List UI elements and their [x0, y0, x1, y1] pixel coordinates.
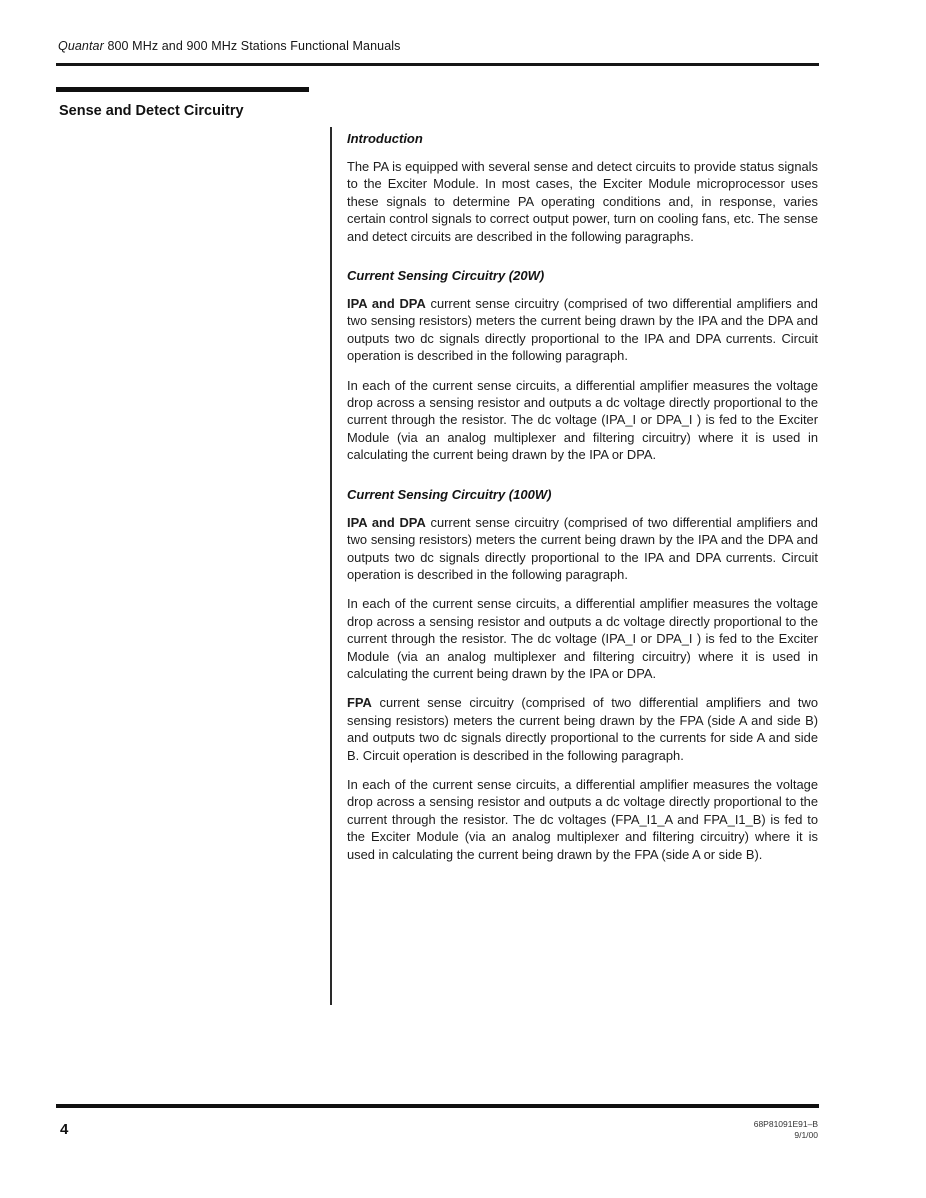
paragraph: [347, 514, 818, 584]
subsection-heading: Current Sensing Circuitry (100W): [347, 486, 552, 502]
paragraph: [347, 295, 818, 365]
manual-name-italic: Quantar: [58, 39, 104, 53]
paragraph-text: In each of the current sense circuits, a differential amplifier measures the voltage drop across a sensing resistor and outputs a dc voltage directly proportional to the current through the resistor. The dc voltage (IPA_I or DPA_I ) is fed to the Exciter Module (via an analog multiplexer and filtering circuitry) where it is used in calculating the current being drawn by the IPA or DPA.: [347, 596, 818, 681]
content-section-current-sensing-20w: [347, 268, 818, 464]
subsection-heading: Current Sensing Circuitry (20W): [347, 268, 545, 284]
section-title-bar: [56, 87, 309, 92]
header-rule: [56, 63, 819, 66]
running-header: [58, 39, 401, 53]
footer-part-number: 68P81091E91–B: [753, 1119, 818, 1129]
subsection-heading: Introduction: [347, 131, 423, 146]
paragraph: [347, 377, 818, 464]
paragraph-lead: FPA: [347, 695, 372, 711]
paragraph: [347, 158, 818, 245]
page-number: 4: [60, 1121, 69, 1138]
manual-name-rest: 800 MHz and 900 MHz Stations Functional Manuals: [103, 39, 401, 53]
paragraph-lead: IPA and DPA: [347, 296, 426, 312]
content-section-current-sensing-100w: [347, 487, 818, 863]
paragraph-text: current sense circuitry (comprised of two differential amplifiers and two sensing resistors) meters the current being drawn by the IPA and the DPA and outputs two dc signals directly proportional to the IPA and DPA currents. Circuit operation is described in the following paragraph.: [347, 296, 818, 364]
footer-rule: [56, 1104, 819, 1108]
paragraph-lead: IPA and DPA: [347, 514, 426, 530]
paragraph-text: The PA is equipped with several sense and detect circuits to provide status signals to the Exciter Module. In most cases, the Exciter Module microprocessor uses these signals to determine PA operating conditions and, in response, varies certain control signals to correct output power, turn on cooling fans, etc. The sense and detect circuits are described in the following paragraphs.: [347, 159, 818, 244]
footer-date: 9/1/00: [794, 1130, 818, 1140]
paragraph: [347, 694, 818, 764]
paragraph-text: In each of the current sense circuits, a differential amplifier measures the voltage drop across a sensing resistor and outputs a dc voltage directly proportional to the current through the resistor. The dc voltage (IPA_I or DPA_I ) is fed to the Exciter Module (via an analog multiplexer and filtering circuitry) where it is used in calculating the current being drawn by the IPA or DPA.: [347, 377, 818, 463]
paragraph: [347, 595, 818, 682]
content-section-introduction: [347, 131, 818, 245]
paragraph-text: current sense circuitry (comprised of two differential amplifiers and two sensing resistors) meters the current being drawn by the FPA (side A and side B) and outputs two dc signals directly proportional to the currents for side A and side B. Circuit operation is described in the following paragraph.: [347, 695, 818, 763]
footer-meta: [708, 1119, 818, 1141]
content-column: [330, 127, 818, 1005]
section-title: Sense and Detect Circuitry: [59, 103, 244, 119]
paragraph: [347, 776, 818, 863]
paragraph-text: In each of the current sense circuits, a differential amplifier measures the voltage drop across a sensing resistor and outputs a dc voltage directly proportional to the current through the resistor. The dc voltages (FPA_I1_A and FPA_I1_B) is fed to the Exciter Module (via an analog multiplexer and filtering circuitry) where it is used in calculating the current being drawn by the FPA (side A or side B).: [347, 776, 818, 862]
paragraph-text: current sense circuitry (comprised of two differential amplifiers and two sensing resistors) meters the current being drawn by the IPA and the DPA and outputs two dc signals directly proportional to the IPA and DPA currents. Circuit operation is described in the following paragraph.: [347, 514, 818, 582]
